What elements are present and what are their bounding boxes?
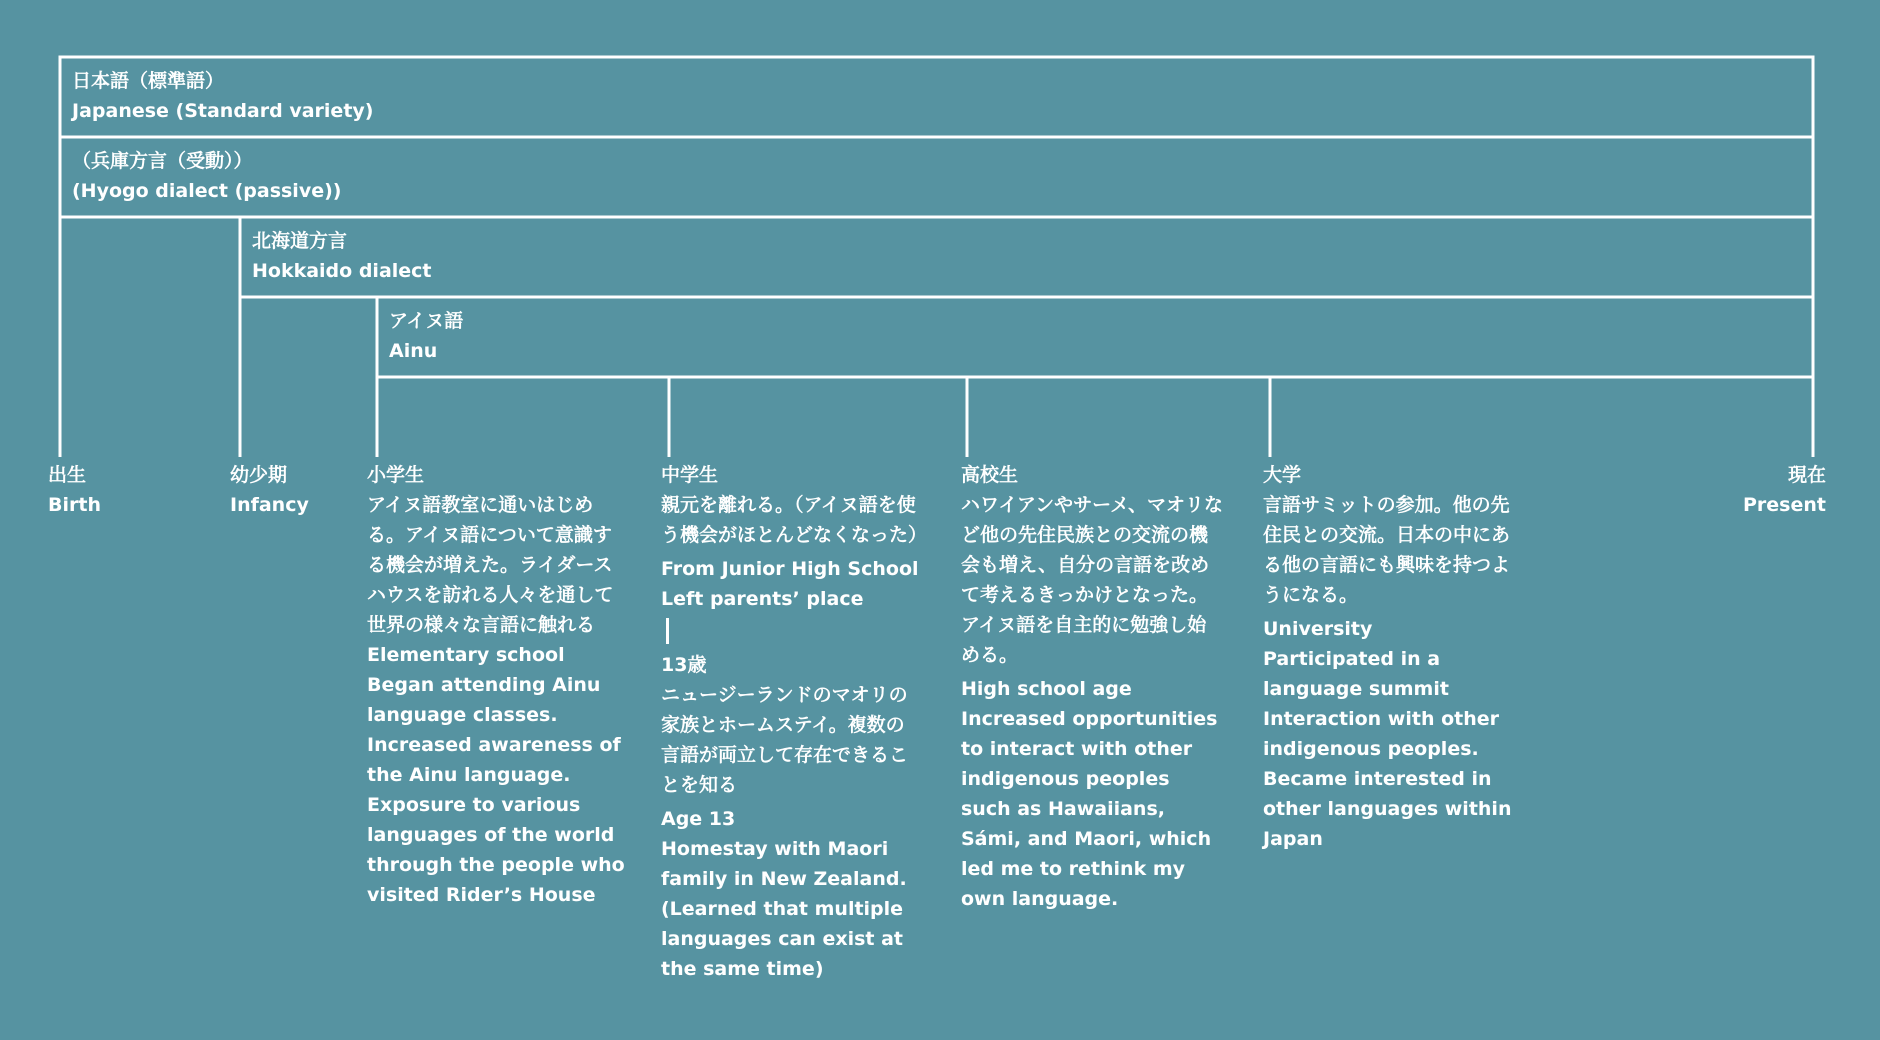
substage-desc-jp: ニュージーランドのマオリの家族とホームステイ。複数の言語が両立して存在できることを知る	[661, 684, 909, 796]
band-label-jp: 北海道方言	[252, 230, 348, 252]
stage-birth	[48, 460, 178, 520]
band-label-jp: （兵庫方言（受動））	[72, 150, 253, 172]
stage-title-en: High school age	[961, 678, 1132, 700]
substage-title-en: Age 13	[661, 808, 736, 830]
stage-present	[1700, 460, 1826, 520]
stage-university	[1263, 460, 1525, 854]
stage-desc-jp: アイヌ語教室に通いはじめる。アイヌ語について意識する機会が増えた。ライダースハウスを訪れる人々を通して世界の様々な言語に触れる	[367, 494, 614, 636]
stage-title-en: Elementary school	[367, 644, 565, 666]
band-label-en: Hokkaido dialect	[252, 260, 432, 282]
stage-desc-jp: 言語サミットの参加。他の先住民との交流。日本の中にある他の言語にも興味を持つようになる。	[1263, 494, 1511, 606]
stage-title-en: Infancy	[230, 494, 309, 516]
stage-elementary-school	[367, 460, 629, 910]
substage-desc-en: Homestay with Maori family in New Zealand. (Learned that multiple languages can exist at the same time)	[661, 838, 907, 980]
band-label-jp: アイヌ語	[389, 310, 464, 332]
stage-title-en: Birth	[48, 494, 101, 516]
stage-title-en: From Junior High School	[661, 558, 919, 580]
band-label-en: (Hyogo dialect (passive))	[72, 180, 342, 202]
stage-desc-jp: ハワイアンやサーメ、マオリなど他の先住民族との交流の機会も増え、自分の言語を改めて考えるきっかけとなった。アイヌ語を自主的に勉強し始める。	[961, 494, 1224, 666]
stage-high-school	[961, 460, 1223, 914]
stage-desc-en: Increased opportunities to interact with other indigenous peoples such as Hawaiians, Sámi, and Maori, which led me to rethink my own language.	[961, 708, 1218, 910]
stage-junior-high	[661, 460, 928, 984]
stage-title-jp: 小学生	[367, 464, 425, 486]
stage-desc-jp: 親元を離れる。（アイヌ語を使う機会がほとんどなくなった）	[661, 494, 928, 546]
band-hokkaido-dialect	[240, 217, 1813, 297]
band-ainu	[377, 297, 1813, 377]
band-label-hokkaido-dialect	[252, 226, 432, 286]
stage-desc-en: Participated in a language summit Interaction with other indigenous peoples. Became interested in other languages within Japan	[1263, 648, 1512, 850]
separator-bar	[666, 618, 669, 644]
band-label-japanese-standard	[72, 66, 373, 126]
stage-title-en: University	[1263, 618, 1373, 640]
stage-desc-en: Left parents’ place	[661, 588, 864, 610]
stage-desc-en: Began attending Ainu language classes. Increased awareness of the Ainu language. Exposure to various languages of the world through the people who visited Rider’s House	[367, 674, 625, 906]
stage-title-en: Present	[1743, 494, 1826, 516]
band-label-en: Japanese (Standard variety)	[72, 100, 374, 122]
stage-title-jp: 大学	[1263, 464, 1302, 486]
stage-title-jp: 高校生	[961, 464, 1019, 486]
stage-infancy	[230, 460, 360, 520]
band-label-jp: 日本語（標準語）	[72, 70, 225, 92]
band-label-ainu	[389, 306, 463, 366]
substage-title-jp: 13歳	[661, 654, 707, 676]
band-label-en: Ainu	[389, 340, 438, 362]
band-label-hyogo-dialect	[72, 146, 341, 206]
stage-title-jp: 中学生	[661, 464, 719, 486]
stage-title-jp: 現在	[1787, 464, 1826, 486]
stage-title-jp: 幼少期	[230, 464, 288, 486]
stage-title-jp: 出生	[48, 464, 87, 486]
